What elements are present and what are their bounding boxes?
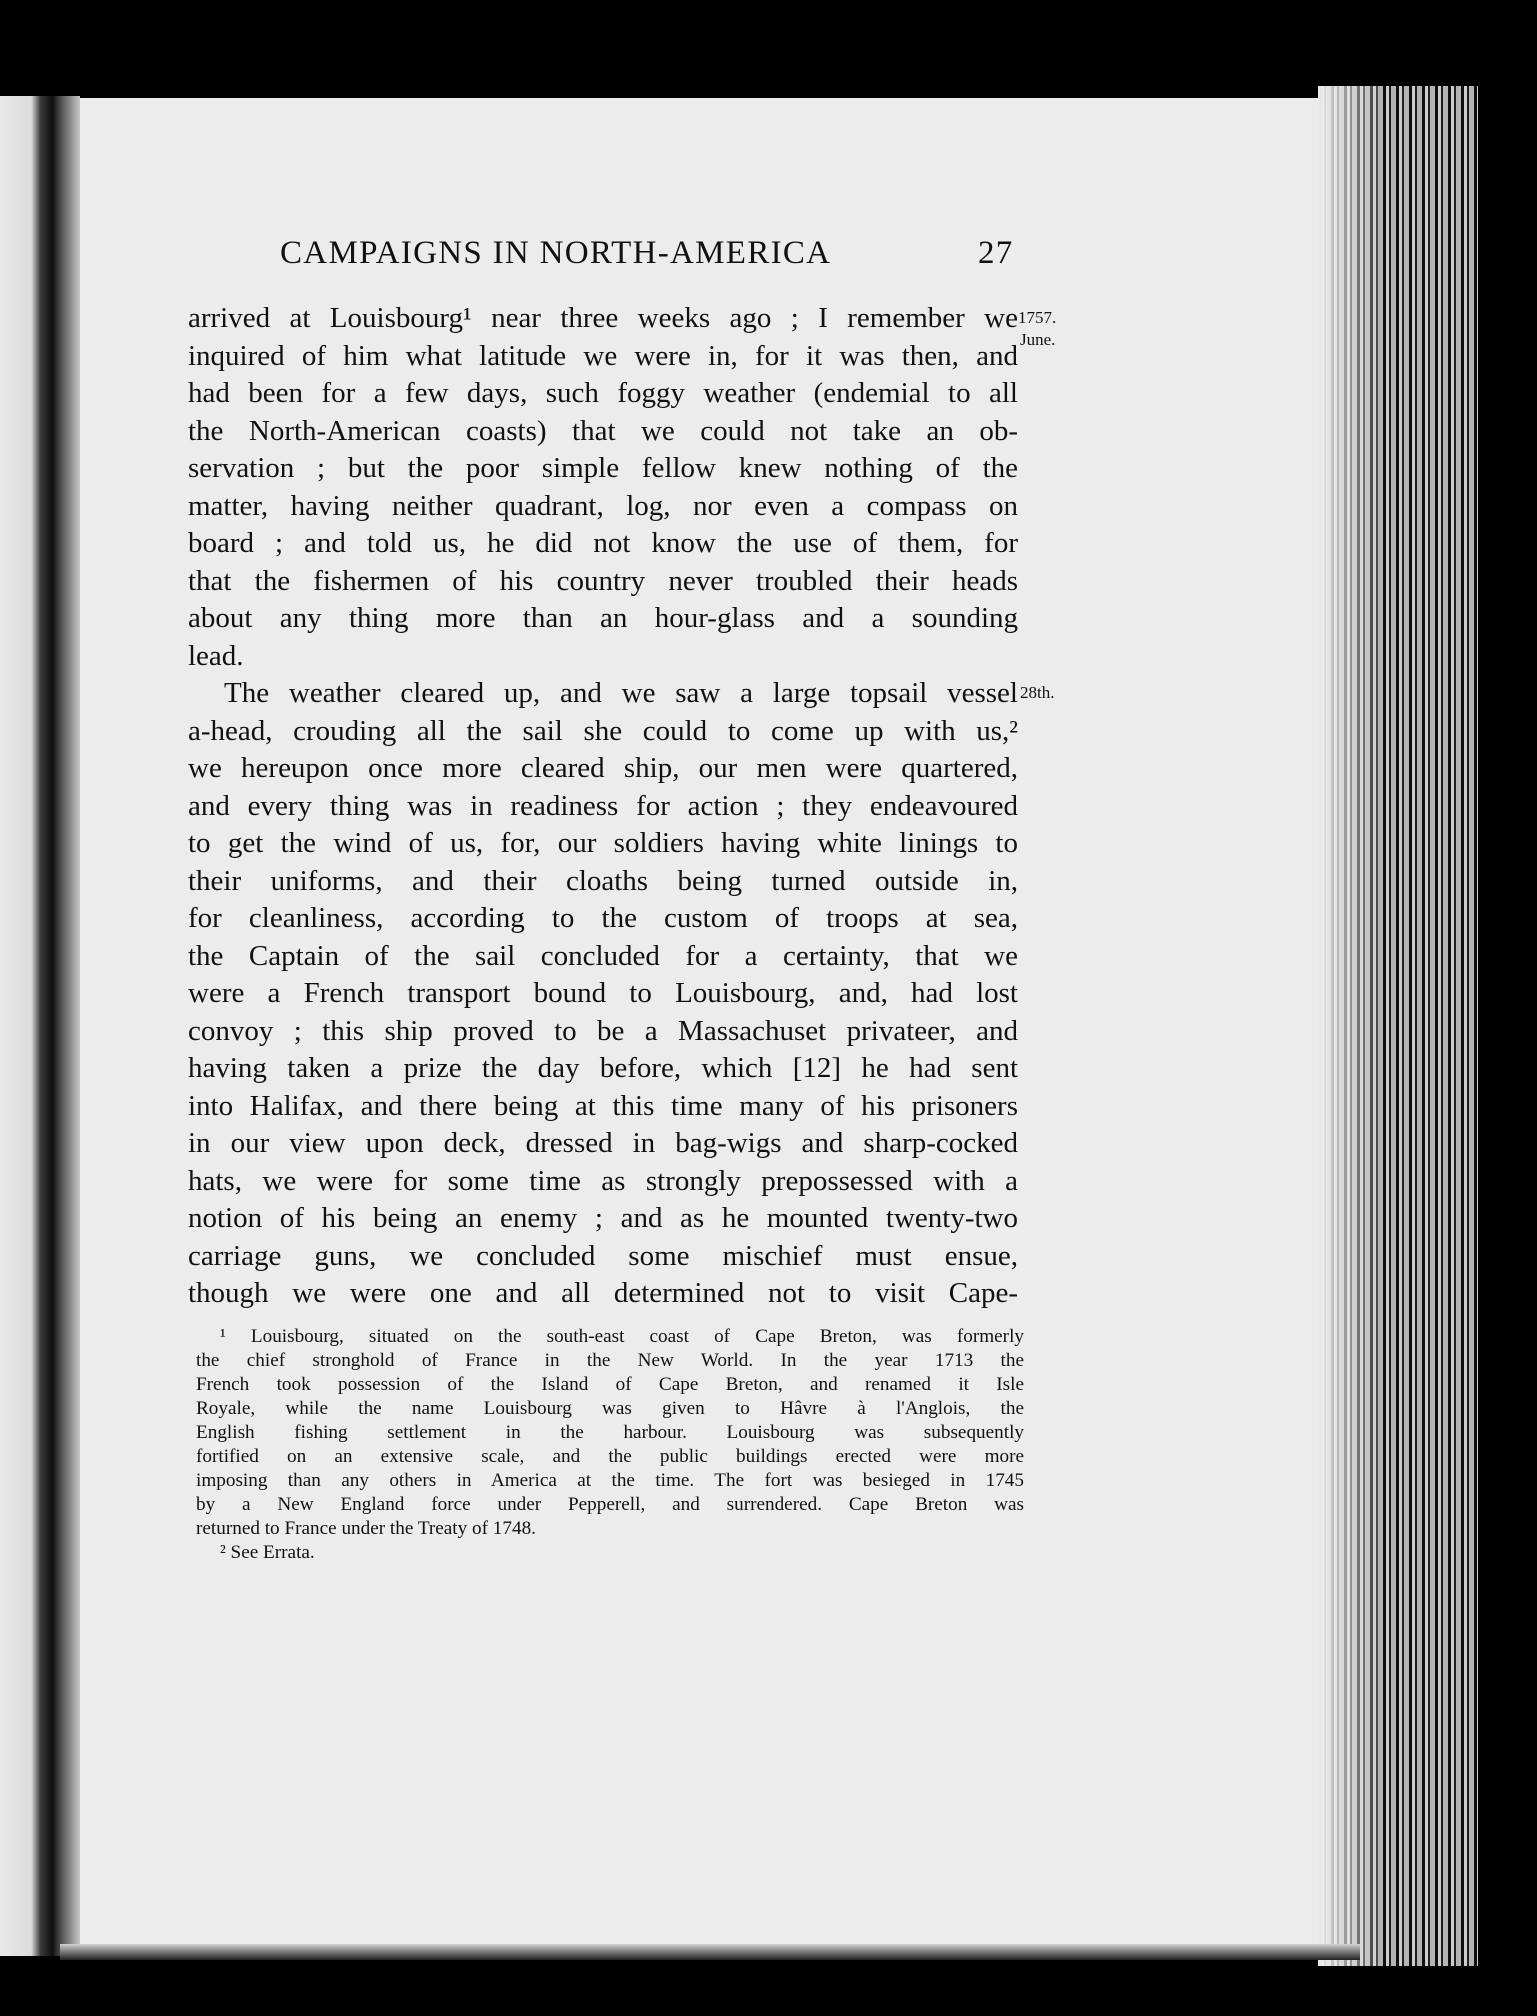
body-line: notion of his being an enemy ; and as he mounted twenty-two	[188, 1202, 1018, 1234]
left-page-edge	[0, 96, 52, 1956]
margin-note-year: 1757.	[1018, 308, 1057, 327]
footnote-line: fortified on an extensive scale, and the public buildings erected were more	[196, 1446, 1024, 1467]
body-line: the North-American coasts) that we could not take an ob-	[188, 414, 1018, 447]
bottom-page-edge	[60, 1944, 1360, 1960]
footnote-line: French took possession of the Island of Cape Breton, and renamed it Isle	[196, 1374, 1024, 1395]
body-line: and every thing was in readiness for action ; they endeavoured	[188, 789, 1018, 822]
footnote-line: ¹ Louisbourg, situated on the south-east coast of Cape Breton, was formerly	[220, 1326, 1024, 1347]
right-page-edges-fade	[1318, 86, 1378, 1966]
footnotes	[196, 1325, 1024, 1565]
body-line: carriage guns, we concluded some mischief must ensue,	[188, 1239, 1018, 1272]
body-line: about any thing more than an hour-glass and a sounding	[188, 602, 1018, 634]
body-line: a-head, crouding all the sail she could to come up with us,²	[188, 714, 1018, 747]
body-line: for cleanliness, according to the custom of troops at sea,	[188, 902, 1018, 934]
footnote-line: imposing than any others in America at the time. The fort was besieged in 1745	[196, 1470, 1024, 1491]
running-head	[280, 235, 1020, 285]
body-line: to get the wind of us, for, our soldiers having white linings to	[188, 827, 1018, 859]
footnote-line: Royale, while the name Louisbourg was given to Hâvre à l'Anglois, the	[196, 1398, 1024, 1419]
running-head-title: CAMPAIGNS IN NORTH-AMERICA	[280, 235, 832, 271]
body-line: into Halifax, and there being at this time many of his prisoners	[188, 1089, 1018, 1122]
body-line: convoy ; this ship proved to be a Massachuset privateer, and	[188, 1014, 1018, 1047]
body-line: inquired of him what latitude we were in, for it was then, and	[188, 339, 1018, 372]
body-line: had been for a few days, such foggy weather (endemial to all	[188, 377, 1018, 409]
footnote-line: by a New England force under Pepperell, and surrendered. Cape Breton was	[196, 1494, 1024, 1515]
footnote-line: ² See Errata.	[220, 1542, 315, 1563]
footnote-line: English fishing settlement in the harbour. Louisbourg was subsequently	[196, 1422, 1024, 1443]
body-text	[188, 300, 1018, 1313]
margin-note-month: June.	[1020, 330, 1056, 349]
footnote-line: returned to France under the Treaty of 1748.	[196, 1518, 536, 1539]
body-line: servation ; but the poor simple fellow knew nothing of the	[188, 452, 1018, 484]
body-line: were a French transport bound to Louisbourg, and, had lost	[188, 977, 1018, 1009]
body-line: The weather cleared up, and we saw a large topsail vessel	[224, 677, 1018, 709]
body-line: we hereupon once more cleared ship, our men were quartered,	[188, 752, 1018, 784]
body-line: arrived at Louisbourg¹ near three weeks ago ; I remember we	[188, 302, 1018, 334]
margin-note-day: 28th.	[1020, 683, 1055, 702]
footnote-line: the chief stronghold of France in the New World. In the year 1713 the	[196, 1350, 1024, 1371]
body-line: that the fishermen of his country never troubled their heads	[188, 564, 1018, 597]
body-line: having taken a prize the day before, which [12] he had sent	[188, 1052, 1018, 1084]
body-line: in our view upon deck, dressed in bag-wigs and sharp-cocked	[188, 1127, 1018, 1159]
body-line: lead.	[188, 639, 244, 672]
body-line: though we were one and all determined not to visit Cape-	[188, 1277, 1018, 1309]
body-line: the Captain of the sail concluded for a certainty, that we	[188, 939, 1018, 972]
body-line: board ; and told us, he did not know the use of them, for	[188, 527, 1018, 559]
body-line: their uniforms, and their cloaths being turned outside in,	[188, 864, 1018, 897]
body-line: matter, having neither quadrant, log, nor even a compass on	[188, 489, 1018, 522]
gutter-shadow	[52, 96, 80, 1956]
page-number: 27	[978, 235, 1014, 271]
body-line: hats, we were for some time as strongly prepossessed with a	[188, 1164, 1018, 1197]
